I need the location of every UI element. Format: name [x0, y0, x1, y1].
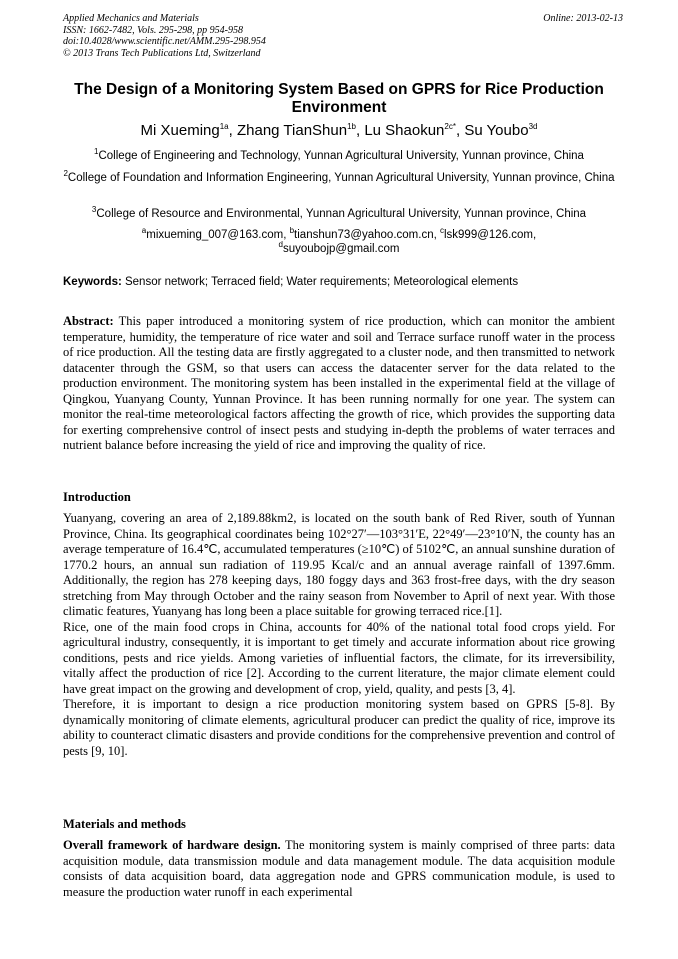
email-link[interactable]: suyoubojp@gmail.com — [282, 243, 400, 255]
email-sup: b — [289, 226, 295, 236]
affiliation-3 — [63, 207, 615, 221]
abstract — [63, 314, 615, 454]
abstract-text: This paper introduced a monitoring system of rice production, which can monitor the ambient temperature, humidity, the temperature of rice water and soil and Terrace surface runoff water in the process of rice production. All the testing data are firstly aggregated to a cluster node, and then transmitted to network datacenter through the GSM, so that users can access the datacenter server for the data related to the production environment. The monitoring system has been installed in the experimental field at the village of Qingkou, Yuanyang County, Yunnan Province. It has been running normally for one year. The system can monitor the real-time meteorological factors affecting the growth of rice, which provides the supporting data for exerting comprehensive control of insect pests and studying in-depth the problems of water terraces and nutrient balance before increasing the yield of rice and improving the quality of rice. — [63, 314, 615, 452]
affiliation-sup: 3 — [91, 205, 97, 215]
keywords — [63, 275, 623, 289]
author-name: Zhang TianShun — [236, 122, 348, 139]
affiliation-text: College of Engineering and Technology, Yunnan Agricultural University, Yunnan province, China — [98, 150, 584, 162]
methods-text: The monitoring system is mainly comprised of three parts: data acquisition module, data transmission module and data management module. The data acquisition module consists of data acquisition board, data aggregation node and GPRS communication module, is used to measure the production water runoff in each experimental — [63, 838, 616, 899]
affiliation-1 — [63, 149, 615, 163]
affiliation-text: College of Resource and Environmental, Yunnan Agricultural University, Yunnan province, China — [96, 208, 587, 220]
methods-heading: Materials and methods — [63, 817, 186, 831]
email-link[interactable]: mixueming_007@163.com, — [146, 229, 290, 241]
paper-title: The Design of a Monitoring System Based on GPRS for Rice Production Environment — [74, 81, 604, 116]
email-sup: d — [278, 240, 283, 250]
email-list — [63, 228, 615, 256]
author-list: Mi Xueming$^{1a}$, Zhang TianShun$^{1b}$, Lu Shaokun$^{2c*}$, Su Youbo$^{3d}$ — [140, 122, 538, 139]
affiliation-text: College of Foundation and Information Engineering, Yunnan Agricultural University, Yunnan province, China — [67, 172, 615, 184]
intro-paragraph-1: Yuanyang, covering an area of 2,189.88km2, is located on the south bank of Red River, south of Yunnan Province, China. Its geographical coordinates being 102°27′—103°31′E, 22°49′—23°10′N, the county has an average temperature of 16.4℃, accumulated temperatures (≥10℃) of 5102℃, an annual sunshine duration of 1770.2 hours, an annual sun radiation of 119.95 Kcal/c and an annual average rainfall of 1397.6mm. Additionally, the region has 278 keeping days, 180 foggy days and 363 frost-free days, with the dry season stretching from May through October and the rainy season from November to April of next year. With those climatic features, Yuanyang has long been a place suitable for growing terraced rice.[1]. — [63, 511, 615, 618]
abstract-label: Abstract: — [63, 314, 114, 328]
email-sup: a — [141, 226, 147, 236]
intro-paragraph-3: Therefore, it is important to design a rice production monitoring system based on GPRS [5-8]. By dynamically monitoring of climate elements, agricultural producer can predict the quality of rice, improve its ability to counteract climatic disasters and provide conditions for the comprehensive prevention and control of pests [9, 10]. — [63, 697, 615, 758]
intro-paragraph-2: Rice, one of the main food crops in China, accounts for 40% of the national total food crops yield. For agricultural industry, consequently, it is important to get timely and accurate information about rice growing conditions, pests and rice yields. Among varieties of influential factors, the climate, for its irreversibility, vitally affect the production of rice [2]. According to the current literature, the major climate element could have great impact on the growing and development of crop, yield, quality, and pests [3, 4]. — [63, 619, 615, 696]
journal-name: Applied Mechanics and Materials — [63, 13, 199, 24]
author-sup: 3d — [528, 122, 538, 131]
introduction-heading: Introduction — [63, 490, 131, 504]
affiliation-2 — [63, 171, 615, 185]
doi-line: doi:10.4028/www.scientific.net/AMM.295-298.954 — [63, 36, 266, 48]
keywords-label: Keywords: — [63, 276, 122, 288]
author-sup: 2c* — [444, 122, 456, 131]
author-sup: 1b — [347, 122, 356, 131]
email-link[interactable]: lsk999@126.com, — [443, 229, 537, 241]
author-name: Su Youbo — [464, 122, 529, 139]
journal-header — [63, 13, 623, 59]
copyright-line: © 2013 Trans Tech Publications Ltd, Switzerland — [63, 47, 261, 59]
methods-subheading: Overall framework of hardware design. — [63, 838, 281, 852]
online-date: Online: 2013-02-13 — [543, 13, 623, 24]
author-sup: 1a — [219, 122, 229, 131]
author-name: Lu Shaokun — [364, 122, 445, 139]
email-sup: c — [439, 226, 444, 236]
methods-body — [63, 838, 615, 900]
introduction-body — [63, 511, 615, 759]
keywords-text: Sensor network; Terraced field; Water requirements; Meteorological elements — [121, 276, 519, 288]
affiliation-sup: 2 — [63, 169, 68, 179]
email-link[interactable]: tianshun73@yahoo.com.cn, — [294, 229, 440, 241]
author-name: Mi Xueming — [140, 122, 220, 139]
affiliation-sup: 1 — [94, 147, 99, 157]
issn-line: ISSN: 1662-7482, Vols. 295-298, pp 954-958 — [63, 24, 243, 36]
